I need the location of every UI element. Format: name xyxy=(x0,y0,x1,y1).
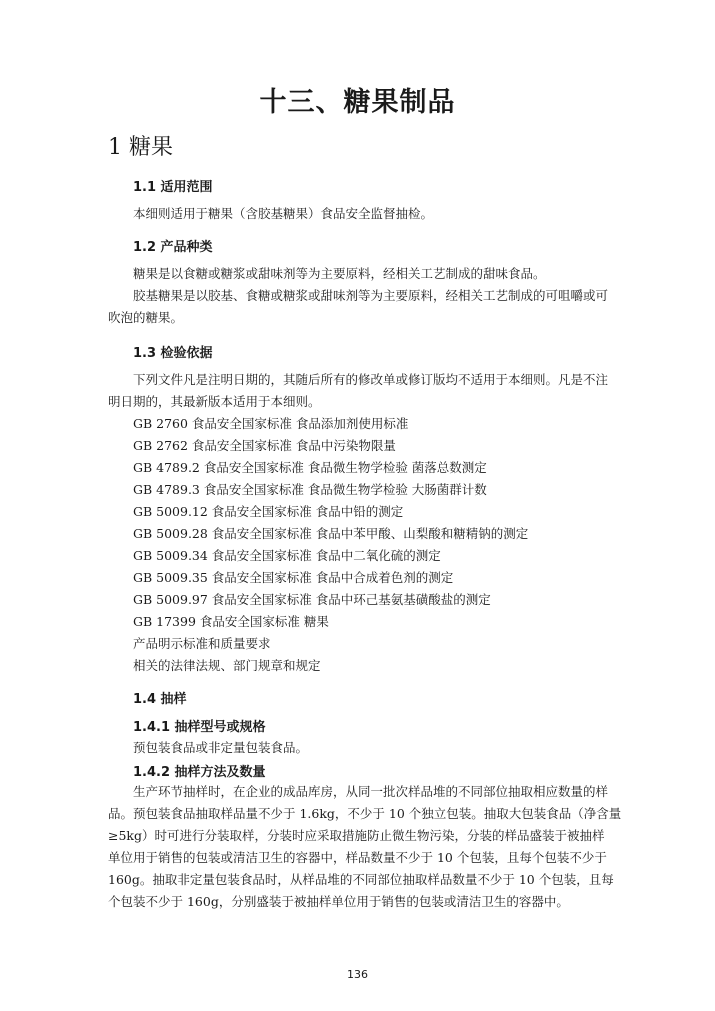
standard-item: GB 5009.35 食品安全国家标准 食品中合成着色剂的测定 xyxy=(133,570,454,585)
s1-2-line2: 胶基糖果是以胶基、食糖或糖浆或甜味剂等为主要原料，经相关工艺制成的可咀嚼或可 xyxy=(133,288,609,303)
s1-4-2-line: 品。预包装食品抽取样品量不少于 1.6kg，不少于 10 个独立包装。抽取大包装食品（净含量 xyxy=(108,806,622,821)
s1-4-2-line: ≥5kg）时可进行分装取样，分装时应采取措施防止微生物污染，分装的样品盛装于被抽样 xyxy=(108,828,605,843)
standard-item: GB 5009.28 食品安全国家标准 食品中苯甲酸、山梨酸和糖精钠的测定 xyxy=(133,526,529,541)
s1-4-2-line: 160g。抽取非定量包装食品时，从样品堆的不同部位抽取样品数量不少于 10 个包装，且每 xyxy=(108,872,614,887)
standard-item: GB 2760 食品安全国家标准 食品添加剂使用标准 xyxy=(133,416,409,431)
standard-item: GB 2762 食品安全国家标准 食品中污染物限量 xyxy=(133,438,396,453)
standard-item: GB 5009.97 食品安全国家标准 食品中环己基氨基磺酸盐的测定 xyxy=(133,592,491,607)
s1-1-text: 本细则适用于糖果（含胶基糖果）食品安全监督抽检。 xyxy=(133,206,434,221)
s1-4-1-text: 预包装食品或非定量包装食品。 xyxy=(133,740,309,755)
heading-1-4-1: 1.4.1 抽样型号或规格 xyxy=(133,720,266,735)
standard-item: GB 17399 食品安全国家标准 糖果 xyxy=(133,614,329,629)
heading-1-1: 1.1 适用范围 xyxy=(133,180,213,195)
standard-item: 产品明示标准和质量要求 xyxy=(133,636,271,651)
s1-2-line3: 吹泡的糖果。 xyxy=(108,310,184,325)
s1-4-2-line: 个包装不少于 160g，分别盛装于被抽样单位用于销售的包装或清洁卫生的容器中。 xyxy=(108,894,569,909)
standard-item: GB 5009.34 食品安全国家标准 食品中二氧化硫的测定 xyxy=(133,548,441,563)
s1-4-2-line: 生产环节抽样时，在企业的成品库房，从同一批次样品堆的不同部位抽取相应数量的样 xyxy=(133,784,609,799)
standard-item: GB 5009.12 食品安全国家标准 食品中铅的测定 xyxy=(133,504,404,519)
section-title: 1 糖果 xyxy=(108,135,173,160)
s1-4-2-line: 单位用于销售的包装或清洁卫生的容器中，样品数量不少于 10 个包装，且每个包装不少于 xyxy=(108,850,607,865)
heading-1-3: 1.3 检验依据 xyxy=(133,346,213,361)
s1-3-intro-line1: 下列文件凡是注明日期的，其随后所有的修改单或修订版均不适用于本细则。凡是不注 xyxy=(133,372,609,387)
chapter-title: 十三、糖果制品 xyxy=(259,87,456,118)
standard-item: GB 4789.3 食品安全国家标准 食品微生物学检验 大肠菌群计数 xyxy=(133,482,487,497)
standard-item: 相关的法律法规、部门规章和规定 xyxy=(133,658,321,673)
heading-1-4: 1.4 抽样 xyxy=(133,692,187,707)
s1-2-line1: 糖果是以食糖或糖浆或甜味剂等为主要原料，经相关工艺制成的甜味食品。 xyxy=(133,266,546,281)
heading-1-4-2: 1.4.2 抽样方法及数量 xyxy=(133,765,266,780)
heading-1-2: 1.2 产品种类 xyxy=(133,240,213,255)
page-number: 136 xyxy=(347,968,368,981)
s1-3-intro-line2: 明日期的，其最新版本适用于本细则。 xyxy=(108,394,321,409)
standard-item: GB 4789.2 食品安全国家标准 食品微生物学检验 菌落总数测定 xyxy=(133,460,487,475)
